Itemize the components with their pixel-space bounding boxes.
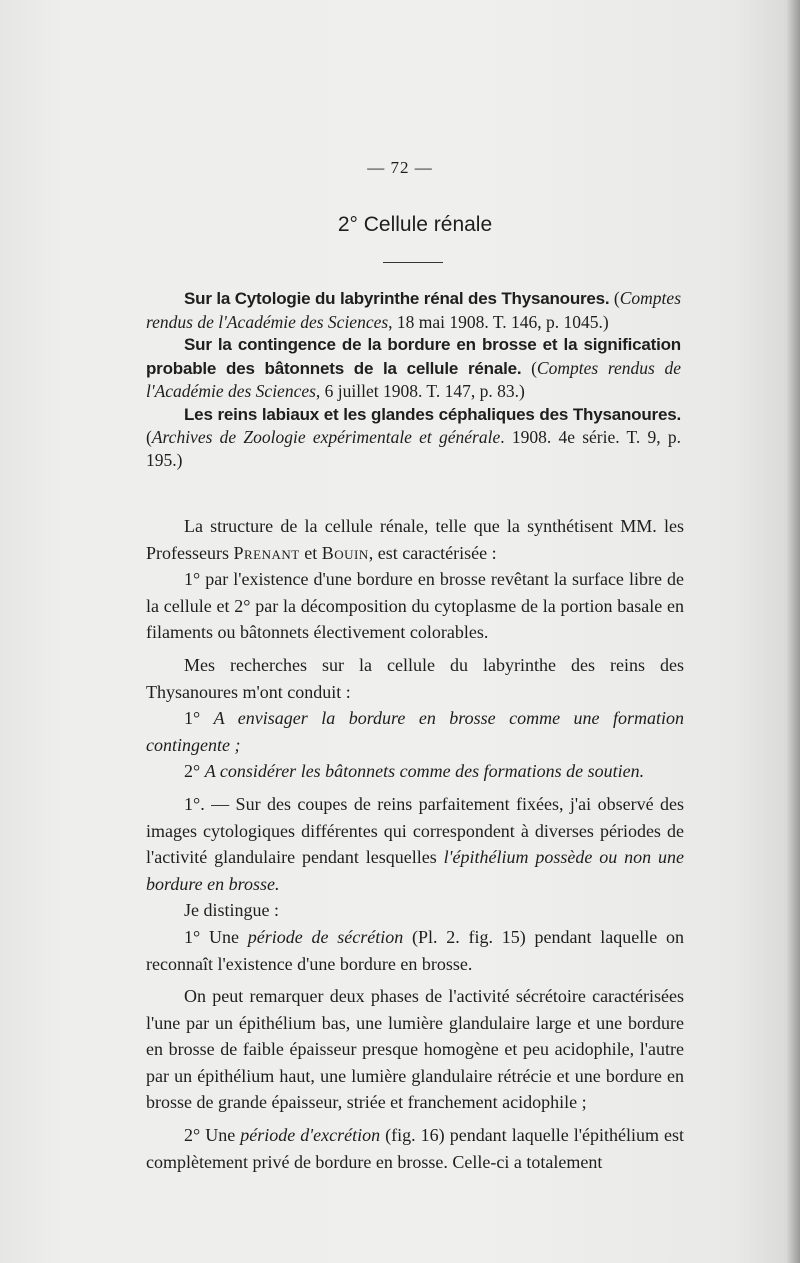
body-text [146,513,684,1175]
entry-journal: Comptes rendus de l'Académie des Sciences [146,357,682,401]
bibliography-entry [146,333,681,403]
paragraph: On peut remarquer deux phases de l'activité sécrétoire caractérisées l'une par un épithélium bas, une lumière glandulaire large et une bordure en brosse de faible épaisseur presque homogène et peu acidophile, l'autre par un épithélium haut, une lumière glandulaire rétrécie et une bordure en brosse de grande épaisseur, striée et franchement acidophile ; [146,986,684,1113]
page-number: — 72 — [367,158,433,177]
paragraph: Je distingue : [184,900,279,921]
entry-title: Sur la Cytologie du labyrinthe rénal des Thysanoures. [184,289,610,308]
entry-details: , 18 mai 1908. T. 146, p. 1045.) [388,311,609,332]
citation-open: ( [521,357,537,378]
bibliography-entry [146,403,681,472]
text-run: 1°. — Sur des coupes de reins parfaitement fixées, j'ai observé des images cytologiques différentes qui correspondent à diverses périodes de l'activité glandulaire pendant lesquelles [146,793,684,868]
entry-details: , 6 juillet 1908. T. 147, p. 83.) [315,381,525,401]
paragraph [146,791,684,897]
citation-open: ( [609,288,620,308]
list-text: A considérer les bâtonnets comme des formations de soutien. [204,761,645,782]
page-edge-shadow [786,0,800,1263]
paragraph [146,924,684,977]
paragraph: 1° par l'existence d'une bordure en brosse revêtant la surface libre de la cellule et 2° par la décomposition du cytoplasme de la portion basale en filaments ou bâtonnets électivement colorables. [146,569,684,643]
emphasis: période d'excrétion [240,1125,381,1146]
list-item [146,758,684,785]
entry-journal: Archives de Zoologie expérimentale et générale [151,427,501,447]
list-text: A envisager la bordure en brosse comme une formation contingente ; [146,708,684,755]
author-name: Prenant [233,542,300,563]
emphasis: l'épithélium possède ou non une bordure en brosse. [146,847,685,894]
list-number: 1° [184,708,214,729]
list-number: 2° [184,761,205,782]
text-run: 2° Une [184,1125,241,1146]
entry-details: . 1908. 4e série. T. 9, p. 195.) [146,427,681,470]
entry-journal: Comptes rendus de l'Académie des Sciences [146,288,681,332]
paragraph [146,513,684,566]
text-run: et [299,542,322,563]
entry-title: Les reins labiaux et les glandes céphaliques des Thysanoures. [184,404,681,424]
bibliography-entry [146,287,681,333]
text-run: (fig. 16) pendant laquelle l'épithélium est complètement privé de bordure en brosse. Celle-ci a totalement [146,1125,684,1172]
emphasis: période de sécrétion [247,926,404,947]
paragraph: Mes recherches sur la cellule du labyrinthe des reins des Thysanoures m'ont conduit : [146,654,684,702]
text-run: , est caractérisée : [368,542,497,563]
title-rule [383,262,443,263]
text-run: (Pl. 2. fig. 15) pendant laquelle on reconnaît l'existence d'une bordure en brosse. [146,926,684,974]
entry-title: Sur la contingence de la bordure en brosse et la signification probable des bâtonnets de la cellule rénale. [146,335,681,378]
author-name: Bouin [321,542,369,563]
bibliography-list [146,287,681,471]
text-run: La structure de la cellule rénale, telle que la synthétisent MM. les Professeurs [146,516,684,563]
section-title: 2° Cellule rénale [337,213,493,236]
list-item [146,705,684,758]
text-run: 1° Une [184,926,248,947]
paragraph [146,1122,684,1175]
citation-open: ( [146,427,152,447]
